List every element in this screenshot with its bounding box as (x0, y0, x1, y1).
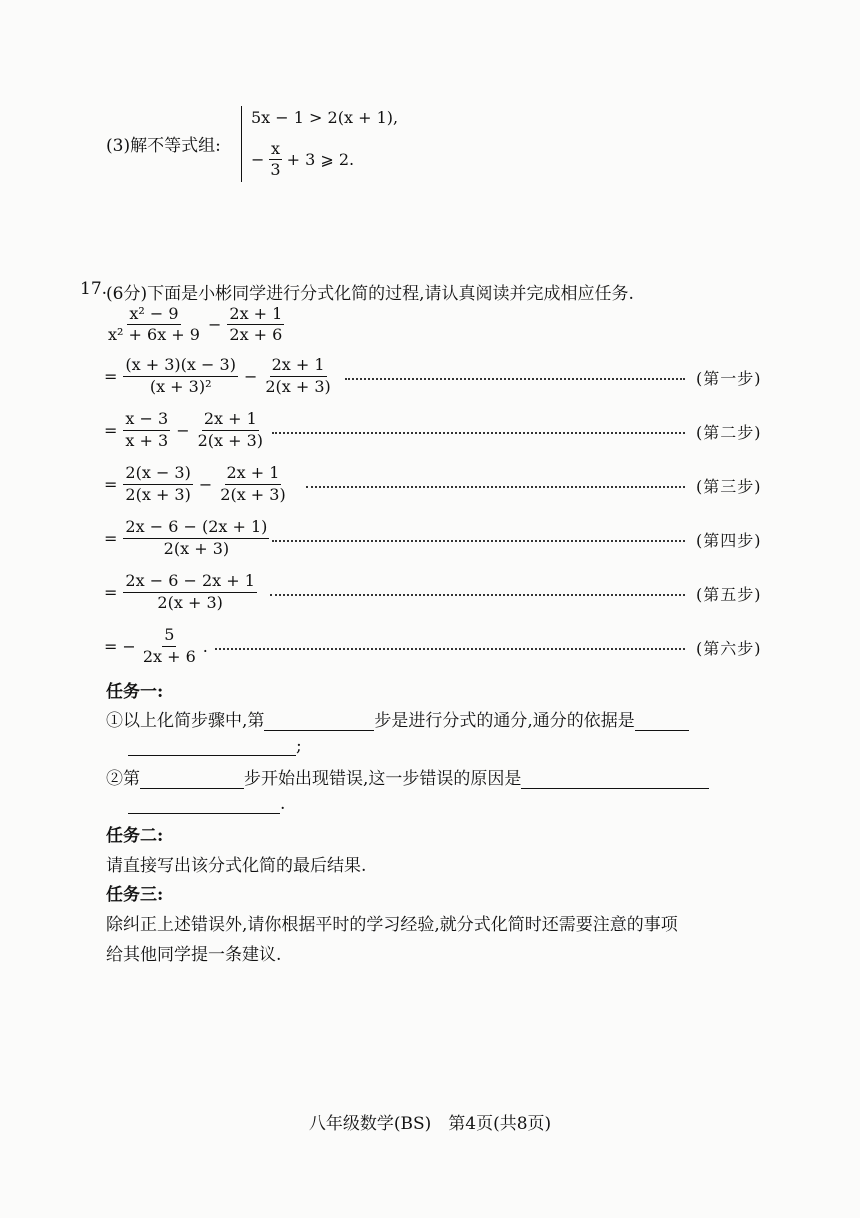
minus-sign: − (122, 636, 136, 656)
fraction-numerator: 2x + 1 (202, 410, 259, 430)
step-5-label: (第五步) (696, 585, 762, 604)
minus-sign: − (243, 366, 258, 386)
leader-dots (306, 486, 685, 488)
fraction-denominator: 2x + 6 (229, 325, 283, 345)
q17-intro: (6分)下面是小彬同学进行分式化简的过程,请认真阅读并完成相应任务. (106, 284, 634, 304)
fraction-numerator: (x + 3)(x − 3) (123, 356, 238, 376)
step-4 (104, 516, 269, 560)
task-1-item-2-text-a: ②第 (106, 769, 140, 789)
step-2 (104, 408, 265, 452)
inequality-2 (251, 140, 354, 180)
step-6 (104, 624, 208, 668)
step-3-fraction-1 (123, 464, 192, 504)
fraction-denominator: 2(x + 3) (265, 376, 331, 396)
step-3 (104, 462, 288, 506)
inequality-2-fraction (268, 140, 282, 180)
step-6-fraction (141, 626, 198, 666)
answer-blank[interactable] (635, 712, 689, 731)
fraction-denominator: x² + 6x + 9 (108, 325, 200, 345)
step-5 (104, 570, 257, 614)
minus-sign: − (198, 474, 213, 494)
task-1-item-2-text-b: 步开始出现错误,这一步错误的原因是 (244, 769, 522, 789)
fraction-numerator: x² − 9 (127, 305, 180, 325)
leader-dots (272, 540, 685, 542)
fraction-numerator: 2x + 1 (270, 356, 327, 376)
equals-sign: = (104, 636, 118, 656)
minus-sign: − (207, 315, 222, 335)
answer-blank[interactable] (128, 795, 280, 814)
fraction-numerator: 2x − 6 − 2x + 1 (123, 572, 257, 592)
inequality-2-sign: − (251, 150, 265, 170)
step-2-fraction-2 (196, 410, 265, 450)
answer-blank[interactable] (264, 712, 374, 731)
minus-sign: − (176, 420, 190, 440)
task-1-item-1 (106, 706, 689, 731)
fraction-denominator: (x + 3)² (149, 376, 212, 396)
task-1-item-1-line-2 (128, 736, 302, 756)
period: . (280, 794, 286, 814)
task-1-item-1-text-a: ①以上化简步骤中,第 (106, 711, 265, 731)
period: . (202, 636, 208, 656)
task-1-item-2-line-2 (128, 794, 285, 814)
inequality-2-rest: + 3 ⩾ 2. (286, 150, 355, 170)
inequality-1: 5x − 1 > 2(x + 1), (251, 108, 399, 127)
answer-blank[interactable] (128, 737, 296, 756)
fraction-denominator: x + 3 (125, 430, 169, 450)
equals-sign: = (104, 366, 118, 386)
fraction-1 (106, 305, 202, 345)
step-1-fraction-1 (123, 356, 238, 396)
fraction-denominator: 2(x + 3) (157, 592, 223, 612)
step-6-label: (第六步) (696, 639, 762, 658)
fraction-numerator: 2x + 1 (225, 464, 282, 484)
step-4-label: (第四步) (696, 531, 762, 550)
inequality-brace (241, 106, 242, 182)
task-3-heading: 任务三: (106, 885, 164, 905)
fraction-numerator: 2x − 6 − (2x + 1) (123, 518, 269, 538)
q3-label: (3)解不等式组: (106, 136, 221, 156)
fraction-denominator: 2(x + 3) (163, 538, 230, 558)
task-2-heading: 任务二: (106, 826, 164, 846)
task-1-item-1-text-b: 步是进行分式的通分,通分的依据是 (374, 711, 635, 731)
task-2-text: 请直接写出该分式化简的最后结果. (106, 856, 367, 876)
equals-sign: = (104, 420, 118, 440)
step-3-label: (第三步) (696, 477, 762, 496)
fraction-numerator: x (269, 140, 282, 160)
leader-dots (272, 432, 685, 434)
step-2-fraction-1 (123, 410, 170, 450)
step-1 (104, 354, 333, 398)
q17-number: 17. (80, 279, 108, 299)
step-1-label: (第一步) (696, 369, 762, 388)
step-4-fraction (123, 518, 269, 558)
fraction-numerator: 5 (162, 626, 176, 646)
leader-dots (215, 648, 685, 650)
fraction-numerator: x − 3 (123, 410, 170, 430)
fraction-2 (227, 305, 284, 345)
fraction-denominator: 3 (270, 160, 281, 180)
step-3-fraction-2 (218, 464, 287, 504)
step-1-fraction-2 (263, 356, 332, 396)
answer-blank[interactable] (521, 770, 709, 789)
fraction-denominator: 2(x + 3) (220, 484, 286, 504)
fraction-denominator: 2(x + 3) (197, 430, 264, 450)
equals-sign: = (104, 582, 118, 602)
fraction-denominator: 2x + 6 (142, 646, 196, 666)
semicolon: ; (296, 736, 302, 756)
leader-dots (345, 378, 685, 380)
step-2-label: (第二步) (696, 423, 762, 442)
equals-sign: = (104, 474, 118, 494)
task-1-item-2 (106, 764, 709, 789)
fraction-numerator: 2x + 1 (227, 305, 284, 325)
task-1-heading: 任务一: (106, 682, 164, 702)
answer-blank[interactable] (140, 770, 244, 789)
equals-sign: = (104, 528, 118, 548)
original-expression (106, 305, 284, 345)
page-footer: 八年级数学(BS) 第4页(共8页) (308, 1114, 552, 1134)
task-3-line-2: 给其他同学提一条建议. (106, 945, 282, 965)
fraction-numerator: 2(x − 3) (123, 464, 192, 484)
fraction-denominator: 2(x + 3) (125, 484, 191, 504)
step-5-fraction (123, 572, 257, 612)
leader-dots (270, 594, 685, 596)
task-3-line-1: 除纠正上述错误外,请你根据平时的学习经验,就分式化简时还需要注意的事项 (106, 915, 678, 935)
